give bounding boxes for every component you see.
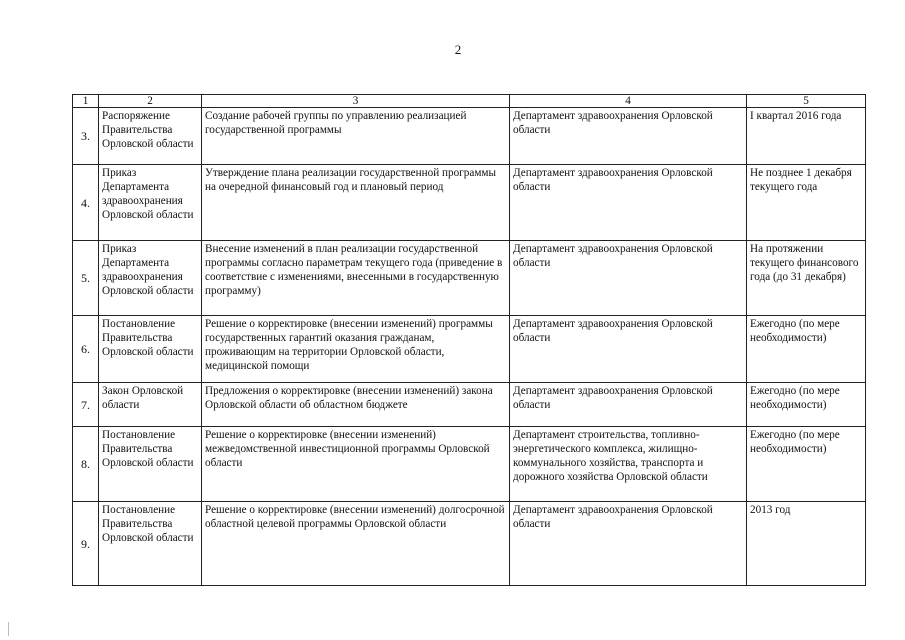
deadline-cell: На протяжении текущего финансового года (до 31 декабря) [747, 241, 866, 316]
deadline-cell: Не позднее 1 декабря текущего года [747, 165, 866, 241]
action-cell: Предложения о корректировке (внесении изменений) закона Орловской области об областном бюджете [202, 383, 510, 427]
header-cell: 5 [747, 95, 866, 108]
deadline-cell: Ежегодно (по мере необходимости) [747, 427, 866, 502]
document-type-cell: Приказ Департамента здравоохранения Орловской области [99, 165, 202, 241]
document-type-cell: Постановление Правительства Орловской области [99, 427, 202, 502]
executor-cell: Департамент здравоохранения Орловской области [510, 502, 747, 586]
table-row [73, 316, 866, 383]
executor-cell: Департамент здравоохранения Орловской области [510, 383, 747, 427]
document-type-cell: Закон Орловской области [99, 383, 202, 427]
row-number: 7. [73, 383, 99, 427]
table-row [73, 502, 866, 586]
action-cell: Утверждение плана реализации государственной программы на очередной финансовый год и плановый период [202, 165, 510, 241]
action-cell: Решение о корректировке (внесении изменений) межведомственной инвестиционной программы Орловской области [202, 427, 510, 502]
executor-cell: Департамент здравоохранения Орловской области [510, 108, 747, 165]
executor-cell: Департамент строительства, топливно-энергетического комплекса, жилищно-коммунального хозяйства, транспорта и дорожного хозяйства Орловской области [510, 427, 747, 502]
deadline-cell: Ежегодно (по мере необходимости) [747, 383, 866, 427]
table-header-row [73, 95, 866, 108]
document-type-cell: Постановление Правительства Орловской области [99, 502, 202, 586]
table-row [73, 427, 866, 502]
row-number: 4. [73, 165, 99, 241]
row-number: 5. [73, 241, 99, 316]
executor-cell: Департамент здравоохранения Орловской области [510, 316, 747, 383]
header-cell: 4 [510, 95, 747, 108]
scan-margin-mark [8, 622, 11, 636]
document-type-cell: Приказ Департамента здравоохранения Орловской области [99, 241, 202, 316]
header-cell: 1 [73, 95, 99, 108]
header-cell: 3 [202, 95, 510, 108]
page-number: 2 [454, 42, 462, 57]
action-cell: Внесение изменений в план реализации государственной программы согласно параметрам текущего года (приведение в соответствие с изменениями, внесенными в государственную программу) [202, 241, 510, 316]
executor-cell: Департамент здравоохранения Орловской области [510, 241, 747, 316]
action-cell: Решение о корректировке (внесении изменений) программы государственных гарантий оказания гражданам, проживающим на территории Орловской области, медицинской помощи [202, 316, 510, 383]
row-number: 6. [73, 316, 99, 383]
document-type-cell: Распоряжение Правительства Орловской области [99, 108, 202, 165]
deadline-cell: I квартал 2016 года [747, 108, 866, 165]
table-row [73, 108, 866, 165]
header-cell: 2 [99, 95, 202, 108]
action-cell: Создание рабочей группы по управлению реализацией государственной программы [202, 108, 510, 165]
measures-table [72, 94, 866, 586]
table-row [73, 165, 866, 241]
executor-cell: Департамент здравоохранения Орловской области [510, 165, 747, 241]
deadline-cell: Ежегодно (по мере необходимости) [747, 316, 866, 383]
row-number: 9. [73, 502, 99, 586]
row-number: 8. [73, 427, 99, 502]
document-type-cell: Постановление Правительства Орловской области [99, 316, 202, 383]
action-cell: Решение о корректировке (внесении изменений) долгосрочной областной целевой программы Орловской области [202, 502, 510, 586]
deadline-cell: 2013 год [747, 502, 866, 586]
table-row [73, 383, 866, 427]
table-row [73, 241, 866, 316]
row-number: 3. [73, 108, 99, 165]
